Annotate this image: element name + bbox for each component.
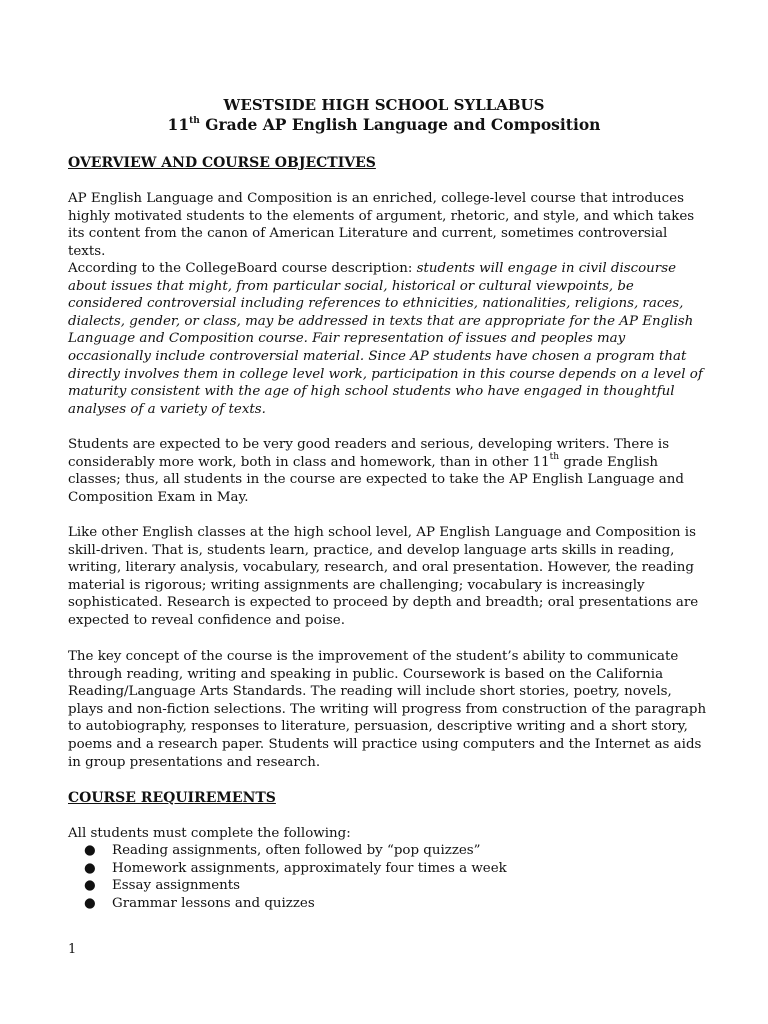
page-number: 1 — [68, 942, 77, 957]
requirements-list — [84, 842, 507, 912]
list-item-text: Homework assignments, approximately four times a week — [112, 860, 507, 876]
list-item-text: Reading assignments, often followed by “pop quizzes” — [112, 843, 481, 858]
paragraph-skills: Like other English classes at the high school level, AP English Language and Composition is skill-driven. That is, students learn, practice, and develop language arts skills in reading, writing, literary analysis, vocabulary, research, and oral presentation. However, the reading material is rigorous; writing assignments are challenging; vocabulary is increasingly sophisticated. Research is expected to proceed by depth and breadth; oral presentations are expected to reveal confidence and poise. — [68, 525, 699, 628]
requirements-heading: COURSE REQUIREMENTS — [68, 790, 276, 806]
list-item — [84, 895, 507, 913]
list-item — [84, 860, 507, 878]
expectations-text-a: Students are expected to be very good readers and serious, developing writers. There is considerably more work, both in class and homework, than in other 11 — [68, 437, 670, 470]
expectations-text-b: grade English classes; thus, all students in the course are expected to take the AP English Language and Composition Exam in May. — [68, 454, 684, 505]
paragraph-collegeboard — [68, 260, 708, 418]
list-item — [84, 842, 507, 860]
bullet-icon: ● — [84, 843, 96, 858]
bullet-icon: ● — [84, 878, 96, 894]
list-item — [84, 877, 507, 895]
paragraph-requirements-intro: All students must complete the following: — [68, 826, 351, 841]
overview-heading: OVERVIEW AND COURSE OBJECTIVES — [68, 155, 376, 171]
list-item-text: Essay assignments — [112, 878, 241, 894]
paragraph-intro: AP English Language and Composition is an enriched, college-level course that introduces highly motivated students to the elements of argument, rhetoric, and style, and which takes its content from the canon of American Literature and current, sometimes controversial texts. — [68, 191, 695, 259]
subtitle-text: Grade AP English Language and Composition — [199, 115, 601, 134]
subtitle-grade: 11 — [167, 115, 190, 134]
bullet-icon: ● — [84, 860, 96, 876]
collegeboard-intro: According to the CollegeBoard course description: — [68, 261, 417, 276]
expectations-superscript: th — [549, 452, 560, 463]
document-subtitle — [0, 115, 768, 135]
paragraph-expectations — [68, 436, 708, 506]
list-item-text: Grammar lessons and quizzes — [112, 895, 315, 911]
paragraph-key-concept: The key concept of the course is the improvement of the student’s ability to communicate through reading, writing and speaking in public. Coursework is based on the California Reading/Language Arts Standards. The reading will include short stories, poetry, novels, plays and non-fiction selections. The writing will progress from construction of the paragraph to autobiography, responses to literature, persuasion, descriptive writing and a short story, poems and a research paper. Students will practice using computers and the Internet as aids in group presentations and research. — [68, 649, 707, 770]
collegeboard-quote: students will engage in civil discourse about issues that might, from particular social, historical or cultural viewpoints, be considered controversial including references to ethnicities, nationalities, religions, races, dialects, gender, or class, may be addressed in texts that are appropriate for the AP English Language and Composition course. Fair representation of issues and peoples may occasionally include controversial material. Since AP students have chosen a program that directly involves them in college level work, participation in this course depends on a level of maturity consistent with the age of high school students who have engaged in thoughtful analyses of a variety of texts. — [68, 261, 703, 417]
bullet-icon: ● — [84, 895, 96, 911]
subtitle-superscript: th — [189, 115, 200, 126]
document-title: WESTSIDE HIGH SCHOOL SYLLABUS — [223, 96, 545, 114]
